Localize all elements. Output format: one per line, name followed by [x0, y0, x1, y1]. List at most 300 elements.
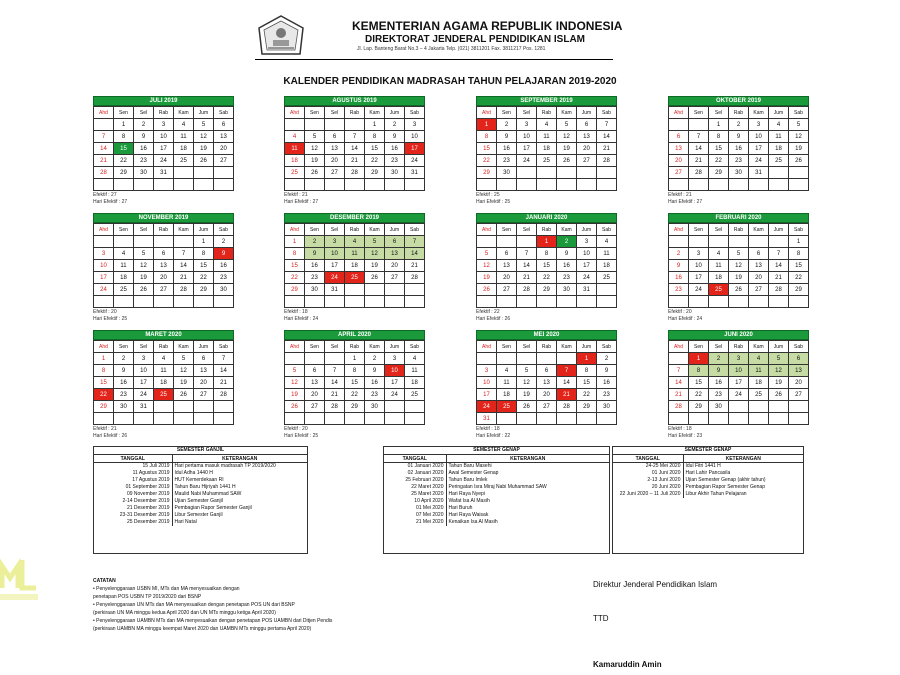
event-date: 2-14 Desember 2019 [94, 498, 172, 505]
day-cell: 21 [557, 389, 577, 401]
day-cell: 6 [789, 353, 809, 365]
day-cell: 9 [114, 365, 134, 377]
event-description: Hari Raya Nyepi [448, 491, 485, 497]
event-description: Awal Semester Genap [448, 470, 499, 476]
day-cell: 17 [477, 389, 497, 401]
empty-day-cell [789, 401, 809, 413]
empty-day-cell [405, 401, 425, 413]
day-cell: 12 [769, 365, 789, 377]
weekday-label: Sen [305, 224, 325, 236]
day-cell: 29 [789, 284, 809, 296]
day-cell: 18 [345, 260, 365, 272]
empty-day-cell [285, 296, 305, 308]
day-cell: 13 [497, 260, 517, 272]
weekday-label: Kam [557, 224, 577, 236]
day-cell: 8 [94, 365, 114, 377]
month-grid [476, 223, 617, 308]
day-cell: 18 [709, 272, 729, 284]
day-cell: 22 [365, 155, 385, 167]
day-cell: 19 [769, 377, 789, 389]
empty-day-cell [497, 236, 517, 248]
month-calendar [668, 330, 809, 439]
semester-row [94, 484, 307, 491]
effective-summary: Efektif : 20 [93, 309, 117, 315]
day-cell: 29 [345, 401, 365, 413]
day-cell: 28 [557, 401, 577, 413]
day-cell: 13 [385, 248, 405, 260]
empty-day-cell [477, 296, 497, 308]
day-cell: 27 [305, 401, 325, 413]
day-cell: 24 [477, 401, 497, 413]
empty-day-cell [405, 296, 425, 308]
weekday-label: Sab [214, 341, 234, 353]
day-cell: 7 [689, 131, 709, 143]
day-cell: 27 [749, 284, 769, 296]
month-grid [476, 106, 617, 191]
event-date: 17 Agustus 2019 [94, 477, 172, 484]
empty-day-cell [365, 179, 385, 191]
day-cell: 24 [94, 284, 114, 296]
day-cell: 9 [365, 365, 385, 377]
empty-day-cell [94, 413, 114, 425]
day-cell: 11 [497, 377, 517, 389]
day-cell: 1 [477, 119, 497, 131]
empty-day-cell [517, 353, 537, 365]
weekday-label: Ahd [94, 341, 114, 353]
day-cell: 1 [709, 119, 729, 131]
weekday-label: Jum [194, 107, 214, 119]
effective-days-summary: Hari Efektif : 26 [93, 433, 128, 439]
effective-days-summary: Hari Efektif : 24 [284, 316, 319, 322]
day-cell: 12 [174, 365, 194, 377]
day-cell: 20 [385, 260, 405, 272]
day-cell: 28 [669, 401, 689, 413]
day-cell: 23 [385, 155, 405, 167]
day-cell: 25 [345, 272, 365, 284]
semester-genap-title: SEMESTER GENAP [384, 447, 609, 455]
day-cell: 9 [497, 131, 517, 143]
empty-day-cell [769, 401, 789, 413]
day-cell: 2 [557, 236, 577, 248]
event-description: Hari Raya Waisak [448, 512, 489, 518]
calendar-title: KALENDER PENDIDIKAN MADRASAH TAHUN PELAJARAN 2019-2020 [283, 76, 617, 87]
empty-day-cell [789, 179, 809, 191]
event-date: 25 Februari 2020 [384, 477, 446, 484]
day-cell: 27 [789, 389, 809, 401]
day-cell: 26 [729, 284, 749, 296]
day-cell: 26 [789, 155, 809, 167]
day-cell: 21 [325, 389, 345, 401]
day-cell: 2 [497, 119, 517, 131]
month-name: DESEMBER 2019 [284, 213, 425, 223]
day-cell: 20 [577, 143, 597, 155]
day-cell: 24 [729, 389, 749, 401]
weekday-label: Rab [537, 107, 557, 119]
weekday-label: Ahd [285, 341, 305, 353]
semester-row [94, 505, 307, 512]
event-date: 01 Januari 2020 [384, 463, 446, 471]
weekday-label: Rab [537, 224, 557, 236]
empty-day-cell [669, 296, 689, 308]
day-cell: 11 [537, 131, 557, 143]
day-cell: 29 [114, 167, 134, 179]
event-date: 11 Agustus 2019 [94, 470, 172, 477]
day-cell: 14 [214, 365, 234, 377]
effective-summary: Efektif : 21 [668, 192, 692, 198]
day-cell: 9 [669, 260, 689, 272]
signature-ttd: TTD [593, 614, 609, 623]
day-cell: 15 [94, 377, 114, 389]
empty-day-cell [285, 119, 305, 131]
day-cell: 11 [174, 131, 194, 143]
month-grid [476, 340, 617, 425]
day-cell: 25 [174, 155, 194, 167]
weekday-label: Kam [557, 107, 577, 119]
day-cell: 21 [214, 377, 234, 389]
day-cell: 10 [385, 365, 405, 377]
event-date: 09 November 2019 [94, 491, 172, 498]
day-cell: 10 [749, 131, 769, 143]
empty-day-cell [597, 296, 617, 308]
day-cell: 22 [194, 272, 214, 284]
day-cell: 14 [325, 377, 345, 389]
weekday-label: Jum [194, 224, 214, 236]
event-description: Idul Adha 1440 H [174, 470, 213, 476]
day-cell: 31 [577, 284, 597, 296]
day-cell: 30 [557, 284, 577, 296]
empty-day-cell [194, 413, 214, 425]
day-cell: 29 [365, 167, 385, 179]
empty-day-cell [749, 179, 769, 191]
day-cell: 31 [477, 413, 497, 425]
empty-day-cell [669, 179, 689, 191]
day-cell: 26 [477, 284, 497, 296]
weekday-label: Rab [537, 341, 557, 353]
empty-day-cell [689, 296, 709, 308]
day-cell: 14 [405, 248, 425, 260]
weekday-label: Jum [577, 107, 597, 119]
empty-day-cell [94, 236, 114, 248]
day-cell: 25 [709, 284, 729, 296]
empty-day-cell [365, 296, 385, 308]
effective-days-summary: Hari Efektif : 25 [93, 316, 128, 322]
day-cell: 15 [689, 377, 709, 389]
weekday-label: Jum [385, 107, 405, 119]
day-cell: 11 [285, 143, 305, 155]
month-calendar [93, 213, 234, 322]
month-grid [93, 340, 234, 425]
semester-row [384, 484, 609, 491]
day-cell: 22 [477, 155, 497, 167]
directorate-name: DIREKTORAT JENDERAL PENDIDIKAN ISLAM [365, 34, 586, 45]
empty-day-cell [729, 413, 749, 425]
day-cell: 23 [729, 155, 749, 167]
weekday-label: Sen [689, 224, 709, 236]
day-cell: 17 [689, 272, 709, 284]
day-cell: 18 [497, 389, 517, 401]
day-cell: 29 [537, 284, 557, 296]
day-cell: 7 [94, 131, 114, 143]
semester-row [613, 470, 803, 477]
weekday-label: Sen [689, 341, 709, 353]
empty-day-cell [325, 119, 345, 131]
ministry-address: Jl. Lap. Banteng Barat No.3 – 4 Jakarta Telp. (021) 3811201 Fax. 3811217 Pos. 1281 [357, 46, 546, 52]
day-cell: 7 [557, 365, 577, 377]
empty-day-cell [689, 179, 709, 191]
day-cell: 15 [285, 260, 305, 272]
empty-day-cell [577, 296, 597, 308]
day-cell: 30 [305, 284, 325, 296]
day-cell: 26 [305, 167, 325, 179]
day-cell: 10 [689, 260, 709, 272]
empty-day-cell [497, 353, 517, 365]
month-name: MEI 2020 [476, 330, 617, 340]
day-cell: 20 [194, 377, 214, 389]
semester-row [613, 477, 803, 484]
event-description: Maulid Nabi Muhammad SAW [174, 491, 242, 497]
empty-day-cell [749, 296, 769, 308]
empty-day-cell [365, 284, 385, 296]
day-cell: 11 [154, 365, 174, 377]
empty-day-cell [385, 401, 405, 413]
month-calendar [668, 213, 809, 322]
empty-day-cell [477, 179, 497, 191]
day-cell: 2 [709, 353, 729, 365]
event-date: 25 Maret 2020 [384, 491, 446, 498]
month-name: SEPTEMBER 2019 [476, 96, 617, 106]
effective-summary: Efektif : 18 [668, 426, 692, 432]
day-cell: 2 [669, 248, 689, 260]
empty-day-cell [537, 353, 557, 365]
semester-row [384, 519, 609, 526]
empty-day-cell [154, 296, 174, 308]
day-cell: 7 [405, 236, 425, 248]
empty-day-cell [174, 296, 194, 308]
empty-day-cell [94, 179, 114, 191]
empty-day-cell [405, 413, 425, 425]
empty-day-cell [214, 296, 234, 308]
day-cell: 3 [134, 353, 154, 365]
empty-day-cell [114, 296, 134, 308]
empty-day-cell [749, 401, 769, 413]
day-cell: 24 [134, 389, 154, 401]
day-cell: 1 [689, 353, 709, 365]
day-cell: 16 [214, 260, 234, 272]
semester-ganjil-title: SEMESTER GANJIL [94, 447, 307, 455]
empty-day-cell [709, 413, 729, 425]
day-cell: 27 [194, 389, 214, 401]
weekday-label: Sab [405, 224, 425, 236]
empty-day-cell [749, 413, 769, 425]
empty-day-cell [174, 401, 194, 413]
day-cell: 2 [305, 236, 325, 248]
day-cell: 10 [154, 131, 174, 143]
ministry-name: KEMENTERIAN AGAMA REPUBLIK INDONESIA [352, 19, 623, 33]
day-cell: 3 [385, 353, 405, 365]
day-cell: 24 [154, 155, 174, 167]
day-cell: 6 [669, 131, 689, 143]
day-cell: 31 [749, 167, 769, 179]
weekday-label: Kam [365, 224, 385, 236]
note-line: penetapan POS USBN TP 2019/2020 dari BSNP [93, 594, 202, 600]
day-cell: 27 [669, 167, 689, 179]
event-description: Tahun Baru Imlek [448, 477, 488, 483]
semester-row [613, 463, 803, 471]
day-cell: 5 [365, 236, 385, 248]
day-cell: 22 [709, 155, 729, 167]
weekday-label: Ahd [669, 224, 689, 236]
day-cell: 11 [345, 248, 365, 260]
empty-day-cell [577, 167, 597, 179]
day-cell: 9 [385, 131, 405, 143]
day-cell: 4 [709, 248, 729, 260]
day-cell: 15 [477, 143, 497, 155]
day-cell: 17 [405, 143, 425, 155]
empty-day-cell [114, 179, 134, 191]
weekday-label: Sab [597, 107, 617, 119]
col-desc-header: KETERANGAN [172, 455, 307, 463]
day-cell: 26 [285, 401, 305, 413]
effective-days-summary: Hari Efektif : 27 [668, 199, 703, 205]
day-cell: 27 [537, 401, 557, 413]
watermark-logo [0, 548, 38, 606]
month-name: JULI 2019 [93, 96, 234, 106]
empty-day-cell [517, 413, 537, 425]
day-cell: 19 [194, 143, 214, 155]
event-date: 01 September 2019 [94, 484, 172, 491]
day-cell: 25 [497, 401, 517, 413]
semester-row [613, 484, 803, 491]
weekday-label: Sab [789, 107, 809, 119]
month-name: JANUARI 2020 [476, 213, 617, 223]
weekday-label: Ahd [477, 107, 497, 119]
weekday-label: Sab [214, 107, 234, 119]
weekday-label: Rab [729, 341, 749, 353]
weekday-label: Kam [749, 107, 769, 119]
day-cell: 17 [134, 377, 154, 389]
day-cell: 28 [174, 284, 194, 296]
day-cell: 23 [557, 272, 577, 284]
empty-day-cell [557, 179, 577, 191]
empty-day-cell [114, 413, 134, 425]
weekday-label: Ahd [94, 224, 114, 236]
day-cell: 18 [537, 143, 557, 155]
day-cell: 11 [749, 365, 769, 377]
empty-day-cell [789, 413, 809, 425]
day-cell: 22 [94, 389, 114, 401]
day-cell: 10 [577, 248, 597, 260]
effective-summary: Efektif : 21 [284, 192, 308, 198]
empty-day-cell [214, 179, 234, 191]
day-cell: 15 [345, 377, 365, 389]
day-cell: 3 [477, 365, 497, 377]
effective-summary: Efektif : 20 [284, 426, 308, 432]
day-cell: 9 [214, 248, 234, 260]
day-cell: 17 [729, 377, 749, 389]
day-cell: 3 [749, 119, 769, 131]
day-cell: 12 [194, 131, 214, 143]
event-description: HUT Kemerdekaan RI [174, 477, 224, 483]
day-cell: 28 [405, 272, 425, 284]
day-cell: 18 [749, 377, 769, 389]
day-cell: 9 [305, 248, 325, 260]
day-cell: 25 [114, 284, 134, 296]
empty-day-cell [214, 401, 234, 413]
empty-day-cell [497, 413, 517, 425]
day-cell: 5 [769, 353, 789, 365]
event-description: Libur Akhir Tahun Pelajaran [685, 491, 747, 497]
day-cell: 22 [537, 272, 557, 284]
day-cell: 24 [405, 155, 425, 167]
empty-day-cell [154, 413, 174, 425]
empty-day-cell [305, 179, 325, 191]
empty-day-cell [597, 284, 617, 296]
day-cell: 4 [537, 119, 557, 131]
month-name: JUNI 2020 [668, 330, 809, 340]
day-cell: 3 [154, 119, 174, 131]
month-calendar [93, 96, 234, 205]
event-date: 15 Juli 2019 [94, 463, 172, 471]
kemenag-emblem-logo [256, 14, 306, 60]
day-cell: 3 [325, 236, 345, 248]
day-cell: 27 [497, 284, 517, 296]
empty-day-cell [477, 353, 497, 365]
event-description: Ujian Semester Ganjil [174, 498, 223, 504]
day-cell: 9 [729, 131, 749, 143]
day-cell: 19 [517, 389, 537, 401]
empty-day-cell [709, 296, 729, 308]
day-cell: 25 [769, 155, 789, 167]
weekday-label: Sen [114, 107, 134, 119]
day-cell: 17 [517, 143, 537, 155]
day-cell: 13 [305, 377, 325, 389]
empty-day-cell [789, 167, 809, 179]
day-cell: 16 [305, 260, 325, 272]
day-cell: 4 [749, 353, 769, 365]
day-cell: 24 [577, 272, 597, 284]
day-cell: 20 [789, 377, 809, 389]
day-cell: 2 [729, 119, 749, 131]
day-cell: 15 [577, 377, 597, 389]
effective-summary: Efektif : 18 [284, 309, 308, 315]
day-cell: 30 [497, 167, 517, 179]
weekday-label: Ahd [477, 224, 497, 236]
day-cell: 10 [517, 131, 537, 143]
weekday-label: Sel [134, 224, 154, 236]
day-cell: 29 [477, 167, 497, 179]
day-cell: 25 [285, 167, 305, 179]
day-cell: 6 [325, 131, 345, 143]
day-cell: 17 [749, 143, 769, 155]
empty-day-cell [769, 296, 789, 308]
day-cell: 29 [285, 284, 305, 296]
empty-day-cell [597, 167, 617, 179]
header-divider [255, 59, 613, 60]
day-cell: 19 [285, 389, 305, 401]
weekday-label: Sel [325, 224, 345, 236]
col-date-header: TANGGAL [384, 455, 446, 463]
weekday-label: Sab [214, 224, 234, 236]
day-cell: 8 [194, 248, 214, 260]
day-cell: 1 [537, 236, 557, 248]
day-cell: 18 [174, 143, 194, 155]
weekday-label: Sab [789, 341, 809, 353]
event-description: Hari Buruh [448, 505, 473, 511]
day-cell: 5 [194, 119, 214, 131]
empty-day-cell [789, 296, 809, 308]
day-cell: 23 [305, 272, 325, 284]
day-cell: 20 [497, 272, 517, 284]
